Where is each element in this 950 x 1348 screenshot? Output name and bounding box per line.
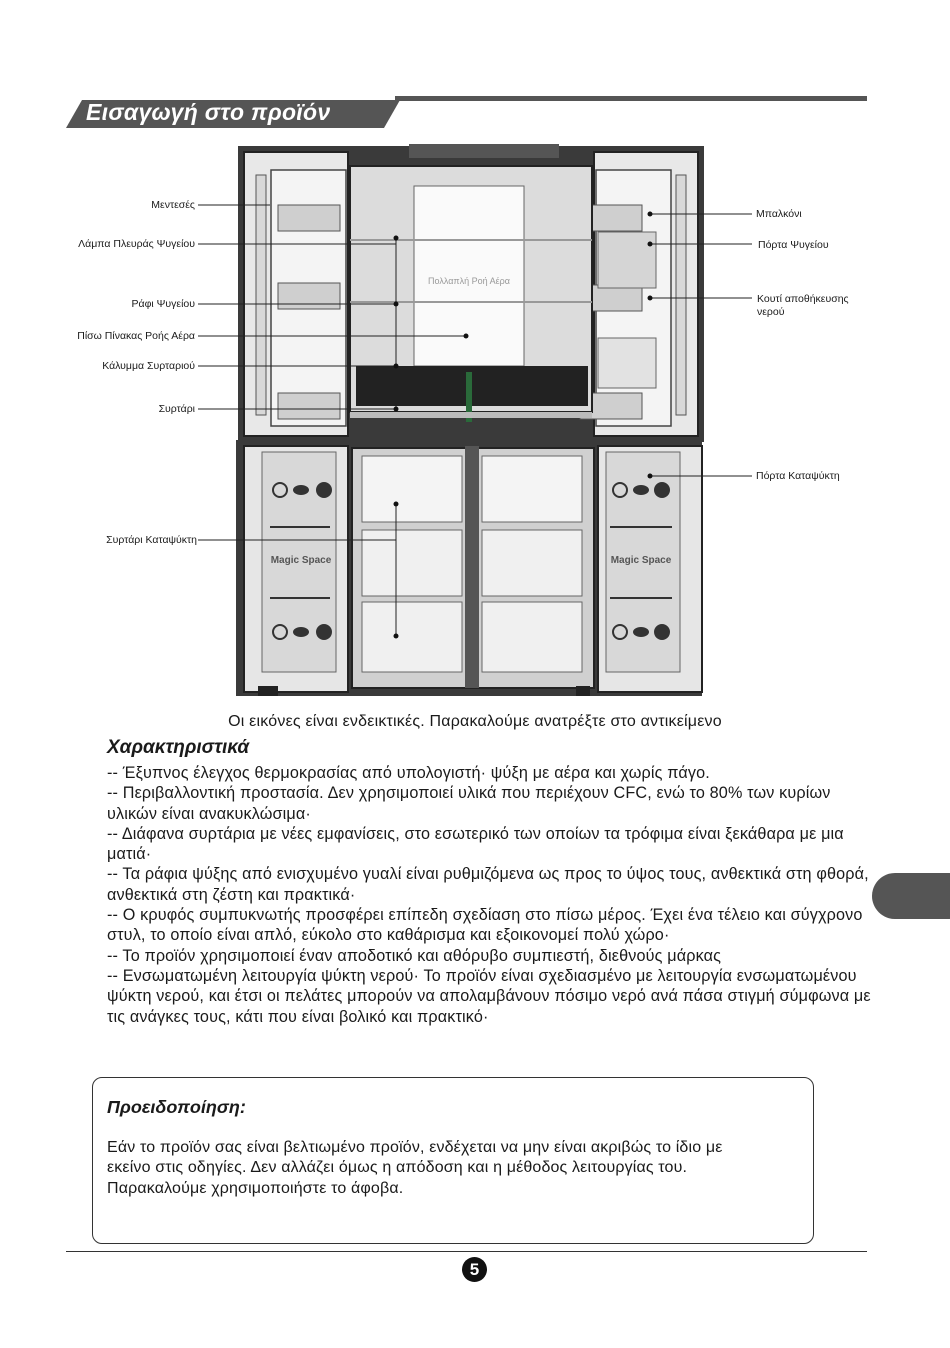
feature-item: -- Τα ράφια ψύξης από ενισχυμένο γυαλί είναι ρυθμιζόμενα ως προς το ύψος τους, ανθεκτικά στη φθορά, ανθεκτικά στη ζέστη και πρακτικά· — [107, 865, 869, 904]
warning-title: Προειδοποίηση: — [107, 1097, 246, 1117]
feature-item: -- Περιβαλλοντική προστασία. Δεν χρησιμοποιεί υλικά που περιέχουν CFC, ενώ το 80% των κυρίων υλικών είναι ανακυκλώσιμα· — [107, 784, 831, 823]
label-hinge: Μεντεσές — [151, 199, 195, 211]
features-heading: Χαρακτηριστικά — [107, 737, 250, 758]
label-freezer-door: Πόρτα Καταψύκτη — [756, 470, 840, 482]
feature-item: -- Ενσωματωμένη λειτουργία ψύκτη νερού· Το προϊόν είναι σχεδιασμένο με λειτουργία ενσωματωμένου ψύκτη νερού, και έτσι οι πελάτες μπορούν να απολαμβάνουν πόσιμο νερό ανά πάσα στιγμή σύμφωνα με τις ανάγκες τους, κάτι που είναι βολικό και πρακτικό· — [107, 966, 871, 1026]
footer-rule — [66, 1251, 867, 1252]
label-side-lamp: Λάμπα Πλευράς Ψυγείου — [78, 238, 195, 250]
label-airflow-panel: Πίσω Πίνακας Ροής Αέρα — [77, 330, 195, 342]
airflow-label: Πολλαπλή Ροή Αέρα — [428, 276, 510, 286]
freezer-lower — [236, 440, 702, 696]
image-caption: Οι εικόνες είναι ενδεικτικές. Παρακαλούμε ανατρέξτε στο αντικείμενο — [228, 713, 722, 730]
page-title: Εισαγωγή στο προϊόν — [86, 99, 331, 125]
fridge-upper — [238, 144, 704, 442]
label-drawer: Συρτάρι — [158, 403, 195, 415]
feature-item: -- Το προϊόν χρησιμοποιεί έναν αποδοτικό και αθόρυβο συμπιεστή, διεθνούς μάρκας — [107, 946, 722, 965]
label-fridge-door: Πόρτα Ψυγείου — [758, 239, 829, 251]
label-balcony: Μπαλκόνι — [756, 208, 802, 220]
magic-space-left: Magic Space — [270, 555, 332, 566]
label-drawer-cover: Κάλυμμα Συρταριού — [102, 360, 195, 372]
page-number: 5 — [462, 1257, 487, 1282]
features-list — [107, 763, 877, 1027]
feature-item: -- Ο κρυφός συμπυκνωτής προσφέρει επίπεδη σχεδίαση στο πίσω μέρος. Έχει ένα τέλειο και σύγχρονο στυλ, το οποίο είναι απλό, εύκολο στο καθάρισμα και εξοικονομεί πολύ χώρο· — [107, 906, 863, 945]
label-fridge-shelf: Ράφι Ψυγείου — [131, 298, 195, 310]
label-water-box-2: νερού — [757, 306, 785, 318]
label-water-box-1: Κουτί αποθήκευσης — [757, 293, 849, 305]
feature-item: -- Έξυπνος έλεγχος θερμοκρασίας από υπολογιστή· ψύξη με αέρα και χωρίς πάγο. — [107, 764, 710, 782]
side-tab — [872, 873, 950, 919]
feature-item: -- Διάφανα συρτάρια με νέες εμφανίσεις, στο εσωτερικό των οποίων τα τρόφιμα είναι ξεκάθαρα με μια ματιά· — [107, 824, 844, 864]
label-freezer-drawer: Συρτάρι Καταψύκτη — [106, 534, 197, 546]
warning-body: Εάν το προϊόν σας είναι βελτιωμένο προϊόν, ενδέχεται να μην είναι ακριβώς το ίδιο με εκείνο στις οδηγίες. Δεν αλλάζει όμως η απόδοση και η μέθοδος λειτουργίας του. Παρακαλούμε χρησιμοποιήστε το άφοβα. — [107, 1139, 723, 1197]
magic-space-right: Magic Space — [610, 555, 672, 566]
